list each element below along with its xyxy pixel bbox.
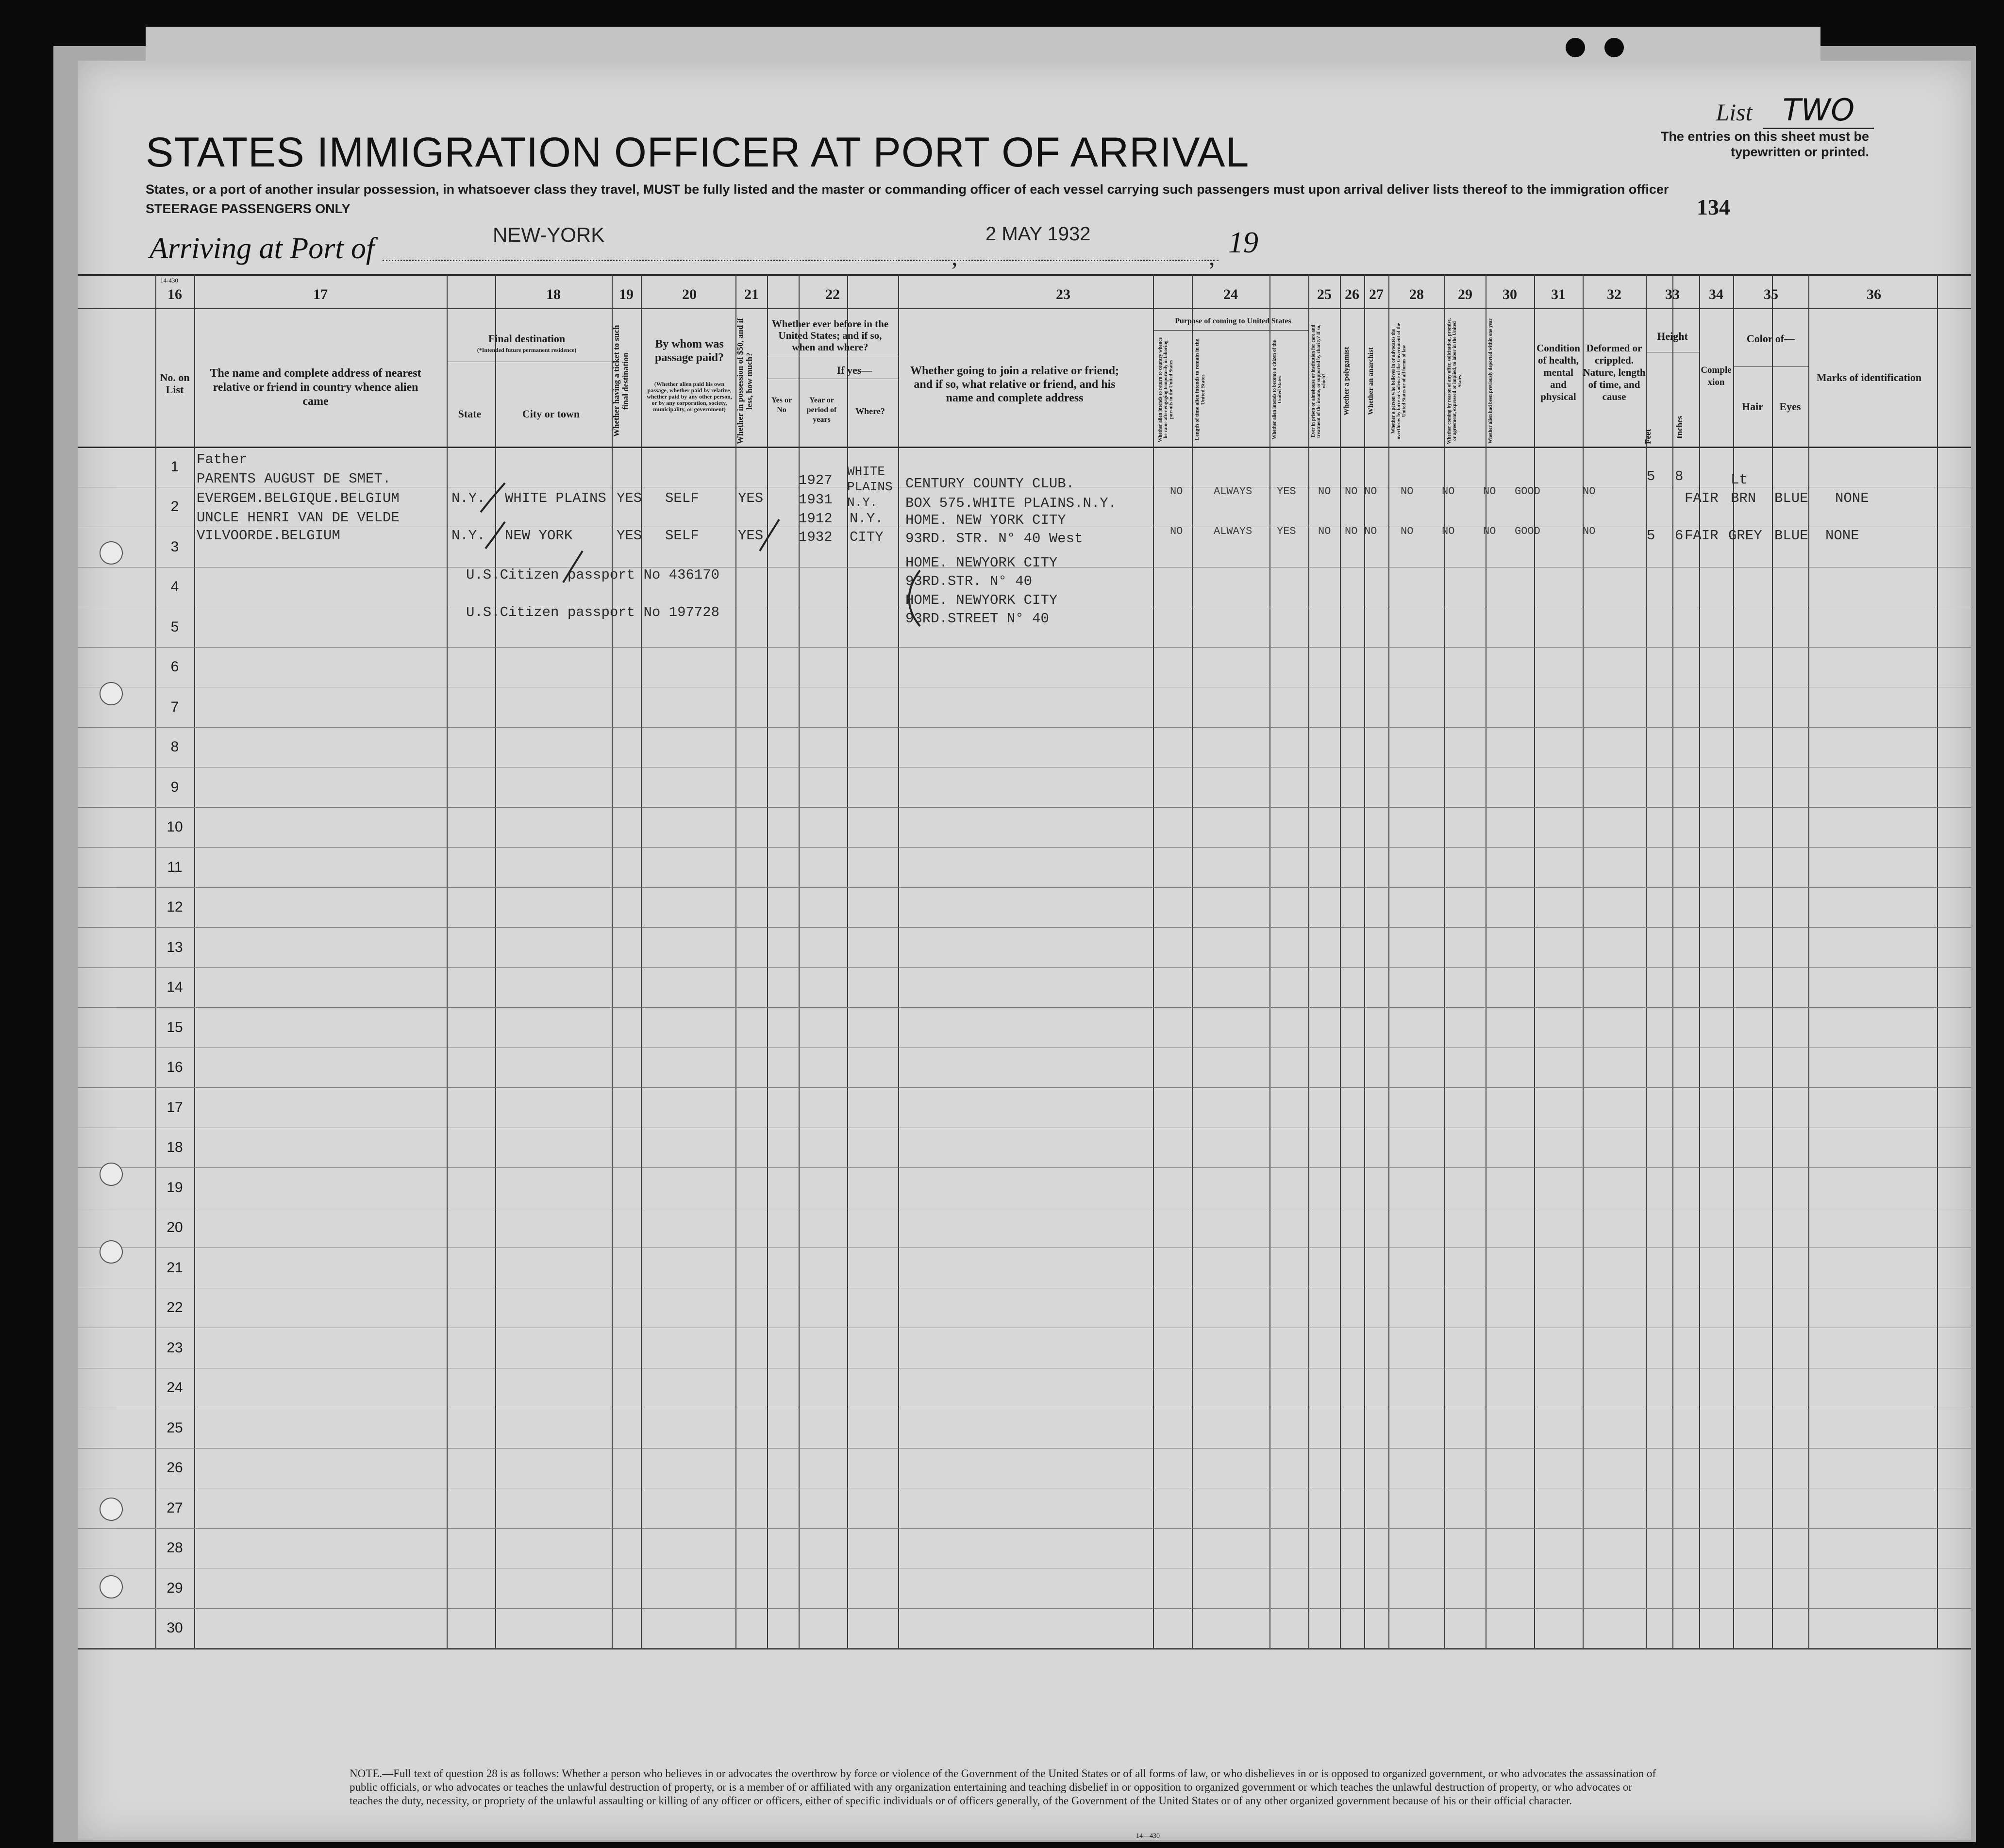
column-number: 28 bbox=[1409, 286, 1424, 302]
row-rule bbox=[78, 807, 1971, 808]
row1-paid-by: SELF bbox=[665, 490, 699, 506]
header-hair: Hair bbox=[1742, 400, 1763, 413]
subtitle: States, or a port of another insular possession, in whatsoever class they travel, MUST be fully listed and the master or commanding officer of each vessel carrying such passengers must upon arrival deliver lists thereof to the immigration officer bbox=[146, 182, 1669, 197]
header-deported: Whether alien had been previously deported within one year bbox=[1488, 318, 1493, 444]
row-number: 28 bbox=[167, 1540, 183, 1556]
binding-hole bbox=[100, 1163, 123, 1186]
column-number: 19 bbox=[619, 286, 634, 302]
row2-relative-address: VILVOORDE.BELGIUM bbox=[197, 528, 340, 544]
row-number: 22 bbox=[167, 1299, 183, 1315]
row1-state: N.Y. bbox=[451, 490, 485, 506]
sheet-number: 134 bbox=[1697, 195, 1730, 219]
header-purpose-return: Whether alien intends to return to country whence he came after engaging temporarily in laboring pursuits in the United States bbox=[1158, 337, 1174, 442]
row1-money: YES bbox=[738, 490, 764, 506]
column-number: 29 bbox=[1458, 286, 1472, 302]
header-height: Height bbox=[1657, 330, 1688, 342]
binding-hole bbox=[100, 682, 123, 705]
header-yes-no: Yes or No bbox=[771, 396, 792, 414]
row1-deformed: NO bbox=[1583, 485, 1596, 498]
column-number: 30 bbox=[1503, 286, 1517, 302]
column-number: 26 bbox=[1345, 286, 1359, 302]
column-number: 17 bbox=[313, 286, 328, 302]
steerage-label: STEERAGE PASSENGERS ONLY bbox=[146, 201, 351, 216]
header-feet: Feet bbox=[1643, 429, 1653, 444]
header-offer: Whether coming by reason of any offer, solicitation, promise, or agreement, expressed or implied, to labor in the United States bbox=[1447, 318, 1463, 444]
column-number: 31 bbox=[1551, 286, 1566, 302]
list-value: TWO bbox=[1763, 92, 1874, 129]
header-eyes: Eyes bbox=[1779, 400, 1801, 413]
row-rule bbox=[78, 1528, 1971, 1529]
row2-joining-2: 93RD. STR. N° 40 West bbox=[905, 531, 1083, 547]
row2-hair: GREY bbox=[1728, 528, 1762, 544]
manifest-sheet bbox=[78, 61, 1971, 1840]
row1-joining-2: BOX 575.WHITE PLAINS.N.Y. bbox=[905, 495, 1117, 511]
row-number: 6 bbox=[170, 659, 179, 675]
column-number: 34 bbox=[1709, 286, 1723, 302]
row-rule bbox=[78, 1167, 1971, 1168]
row1-city: WHITE PLAINS bbox=[505, 490, 606, 506]
header-fifty-dollars: Whether in possession of $50, and if less, how much? bbox=[735, 318, 754, 444]
binding-dot bbox=[1566, 38, 1585, 57]
row3-joining-2: 93RD.STR. N° 40 bbox=[905, 573, 1033, 589]
row1-overthrow: NO bbox=[1401, 485, 1414, 498]
row1-purpose-citizen: YES bbox=[1277, 485, 1296, 498]
row2-money: YES bbox=[738, 528, 764, 544]
header-complexion: Complexion bbox=[1701, 365, 1732, 387]
row-number: 23 bbox=[167, 1339, 183, 1356]
row1-complexion: FAIR bbox=[1685, 490, 1719, 506]
row1-hair: Lt BRN bbox=[1731, 472, 1756, 506]
row2-complexion: FAIR bbox=[1685, 528, 1719, 544]
binding-hole bbox=[100, 1240, 123, 1264]
row-number: 24 bbox=[167, 1380, 183, 1396]
header-final-destination: Final destination bbox=[488, 333, 566, 345]
row2-eyes: BLUE bbox=[1774, 528, 1808, 544]
column-number: 25 bbox=[1317, 286, 1332, 302]
row1-marks: NONE bbox=[1835, 490, 1869, 506]
row2-inches: 6 bbox=[1675, 528, 1684, 544]
row-rule bbox=[78, 1087, 1971, 1088]
row-number: 25 bbox=[167, 1419, 183, 1436]
row-number: 14 bbox=[167, 979, 183, 995]
header-ticket: Whether having a ticket to such final destination bbox=[612, 325, 630, 437]
row-number: 19 bbox=[167, 1179, 183, 1196]
header-inches: Inches bbox=[1675, 416, 1684, 439]
check-marks bbox=[78, 61, 1971, 692]
date-stamp: 2 MAY 1932 bbox=[985, 223, 1091, 245]
row2-health: GOOD bbox=[1515, 525, 1540, 537]
row2-state: N.Y. bbox=[451, 528, 485, 544]
row2-overthrow: NO bbox=[1401, 525, 1414, 537]
row-number: 1 bbox=[170, 458, 179, 475]
row1-anarchist: NO bbox=[1364, 485, 1377, 498]
row-rule bbox=[78, 1007, 1971, 1008]
column-number: 22 bbox=[825, 286, 840, 302]
column-number: 32 bbox=[1607, 286, 1621, 302]
row-rule bbox=[78, 847, 1971, 848]
header-passage-paid: By whom was passage paid? bbox=[654, 338, 724, 364]
row2-deported: NO bbox=[1483, 525, 1496, 537]
row-number: 29 bbox=[167, 1580, 183, 1596]
row-number: 11 bbox=[167, 859, 183, 875]
row1-joining-1: CENTURY COUNTY CLUB. bbox=[905, 476, 1075, 492]
row-number: 20 bbox=[167, 1219, 183, 1235]
binding-dot bbox=[1604, 38, 1624, 57]
arriving-label: Arriving at Port of bbox=[150, 232, 375, 265]
row1-before-where: WHITE PLAINS N.Y. bbox=[847, 464, 893, 510]
row4-citizen-passport: U.S.Citizen passport No 197728 bbox=[466, 604, 720, 620]
row1-before-year: 1927 1931 bbox=[799, 472, 833, 508]
column-number: 24 bbox=[1223, 286, 1238, 302]
header-where: Where? bbox=[855, 406, 885, 416]
row-rule bbox=[78, 1608, 1971, 1609]
header-deformed: Deformed or crippled. Nature, length of time, and cause bbox=[1583, 342, 1646, 402]
column-number: 18 bbox=[546, 286, 561, 302]
row2-marks: NONE bbox=[1825, 528, 1859, 544]
header-passage-note: (Whether alien paid his own passage, whether paid by relative, whether paid by any other person, or by any corporation, society, municipality, or government) bbox=[647, 381, 732, 413]
row1-deported: NO bbox=[1483, 485, 1496, 498]
typewritten-note: The entries on this sheet must be typewritten or printed. bbox=[1660, 129, 1869, 159]
row2-city: NEW YORK bbox=[505, 528, 573, 544]
comma: , bbox=[952, 243, 958, 270]
row2-ticket: YES bbox=[617, 528, 642, 544]
binding-hole bbox=[100, 1498, 123, 1521]
row-number: 2 bbox=[170, 499, 179, 515]
row-number: 21 bbox=[167, 1259, 183, 1276]
header-health: Condition of health, mental and physical bbox=[1536, 342, 1580, 402]
row2-paid-by: SELF bbox=[665, 528, 699, 544]
comma: , bbox=[1209, 243, 1215, 270]
header-state: State bbox=[458, 408, 482, 420]
header-marks: Marks of identification bbox=[1816, 371, 1922, 383]
row1-relative-label: Father bbox=[197, 451, 248, 467]
header-purpose-citizen: Whether alien intends to become a citizen of the United States bbox=[1272, 340, 1283, 439]
row-rule bbox=[78, 967, 1971, 968]
header-if-yes: If yes— bbox=[836, 364, 872, 376]
header-anarchist: Whether an anarchist bbox=[1367, 347, 1375, 415]
row1-eyes: BLUE bbox=[1774, 490, 1808, 506]
row2-polygamist: NO bbox=[1345, 525, 1358, 537]
row1-feet: 5 bbox=[1647, 468, 1655, 484]
row2-purpose-citizen: YES bbox=[1277, 525, 1296, 537]
row4-joining-2: 93RD.STREET N° 40 bbox=[905, 611, 1049, 627]
row-rule bbox=[78, 727, 1971, 728]
list-label: List bbox=[1716, 99, 1753, 126]
row-number: 8 bbox=[170, 739, 179, 755]
footnote-code: 14—430 bbox=[1136, 1832, 1160, 1840]
header-prison: Ever in prison or almshouse or institution for care and treatment of the insane, or supported by charity? If so, which? bbox=[1311, 324, 1327, 438]
row2-offer: NO bbox=[1442, 525, 1455, 537]
port-value: NEW-YORK bbox=[493, 223, 605, 246]
form-code: 14-430 bbox=[160, 277, 178, 284]
row-number: 4 bbox=[170, 579, 179, 595]
header-joining: Whether going to join a relative or friend; and if so, what relative or friend, and his name and complete address bbox=[910, 365, 1119, 404]
row1-prison: NO bbox=[1318, 485, 1331, 498]
row-number: 10 bbox=[167, 819, 183, 835]
header-purpose: Purpose of coming to United States bbox=[1175, 317, 1291, 325]
row1-purpose-return: NO bbox=[1170, 485, 1183, 498]
row4-joining-1: HOME. NEWYORK CITY bbox=[905, 592, 1058, 608]
column-number: 23 bbox=[1056, 286, 1070, 302]
row1-polygamist: NO bbox=[1345, 485, 1358, 498]
row2-before-where: N.Y. CITY bbox=[850, 511, 884, 545]
row-number: 3 bbox=[170, 538, 179, 555]
header-year: Year or period of years bbox=[806, 396, 837, 424]
row-number: 30 bbox=[167, 1620, 183, 1636]
column-number: 27 bbox=[1369, 286, 1384, 302]
header-city: City or town bbox=[522, 408, 580, 420]
row-number: 9 bbox=[170, 779, 179, 795]
row2-deformed: NO bbox=[1583, 525, 1596, 537]
year-prefix: 19 bbox=[1228, 226, 1258, 259]
row1-purpose-length: ALWAYS bbox=[1214, 485, 1252, 498]
row1-relative-address: EVERGEM.BELGIQUE.BELGIUM bbox=[197, 490, 400, 506]
column-number: 35 bbox=[1764, 286, 1778, 302]
row-number: 7 bbox=[170, 699, 179, 715]
binding-hole bbox=[100, 1575, 123, 1598]
header-final-destination-note: (*Intended future permanent residence) bbox=[477, 347, 577, 353]
row2-relative-name: UNCLE HENRI VAN DE VELDE bbox=[197, 510, 400, 526]
row-number: 16 bbox=[167, 1059, 183, 1075]
footnote-question-28: NOTE.—Full text of question 28 is as follows: Whether a person who believes in or advocates the overthrow by force or violence of the Government of the United States or of all forms of law, or who disbelieves in or is opposed to organized government, or who advocates the assassination of public officials, or who advocates or teaches the unlawful destruction of property, or is a member of or affiliated with any organization entertaining and teaching disbelief in or opposition to organized government or which teaches the unlawful destruction of property, or who advocates or teaches the duty, necessity, or propriety of the unlawful assaulting or killing of any officer or officers, either of specific individuals or of officers generally, of the Government of the United States or of any other organized government because of his or their official character. bbox=[350, 1767, 1656, 1807]
column-number: 33 bbox=[1665, 286, 1680, 302]
row1-ticket: YES bbox=[617, 490, 642, 506]
row-number: 13 bbox=[167, 939, 183, 955]
row1-health: GOOD bbox=[1515, 485, 1540, 498]
header-ever-before: Whether ever before in the United States; and if so, when and where? bbox=[771, 318, 889, 353]
column-number: 16 bbox=[167, 286, 182, 302]
header-overthrow: Whether a person who believes in or advocates the overthrow by force or violence of the Government of the United States or of all forms of law bbox=[1391, 323, 1407, 439]
row3-joining-1: HOME. NEWYORK CITY bbox=[905, 555, 1058, 571]
column-number: 36 bbox=[1867, 286, 1881, 302]
row1-relative-name: PARENTS AUGUST DE SMET. bbox=[197, 471, 391, 487]
column-number: 20 bbox=[682, 286, 697, 302]
page-title: STATES IMMIGRATION OFFICER AT PORT OF ARRIVAL bbox=[146, 129, 1250, 176]
header-polygamist: Whether a polygamist bbox=[1343, 347, 1351, 416]
row2-feet: 5 bbox=[1647, 528, 1655, 544]
row-number: 12 bbox=[167, 899, 183, 915]
row2-purpose-return: NO bbox=[1170, 525, 1183, 537]
row-number: 5 bbox=[170, 618, 179, 635]
row-rule bbox=[78, 887, 1971, 888]
row-number: 26 bbox=[167, 1460, 183, 1476]
row-number: 27 bbox=[167, 1499, 183, 1516]
row-number: 15 bbox=[167, 1019, 183, 1035]
column-number: 21 bbox=[744, 286, 759, 302]
header-no-on-list: No. on List bbox=[160, 371, 190, 396]
row2-before-year: 1912 1932 bbox=[799, 511, 833, 545]
row2-purpose-length: ALWAYS bbox=[1214, 525, 1252, 537]
row1-offer: NO bbox=[1442, 485, 1455, 498]
header-color-of: Color of— bbox=[1746, 333, 1795, 345]
row-number: 18 bbox=[167, 1139, 183, 1155]
row3-citizen-passport: U.S.Citizen passport No 436170 bbox=[466, 567, 720, 583]
row2-anarchist: NO bbox=[1364, 525, 1377, 537]
header-nearest-relative: The name and complete address of nearest relative or friend in country whence alien came bbox=[210, 367, 421, 408]
row-number: 17 bbox=[167, 1099, 183, 1115]
row2-joining-1: HOME. NEW YORK CITY bbox=[905, 512, 1066, 528]
row1-inches: 8 bbox=[1675, 468, 1684, 484]
binding-hole bbox=[100, 541, 123, 565]
row-rule bbox=[78, 927, 1971, 928]
row2-prison: NO bbox=[1318, 525, 1331, 537]
header-purpose-length: Length of time alien intends to remain in the United States bbox=[1194, 339, 1206, 440]
